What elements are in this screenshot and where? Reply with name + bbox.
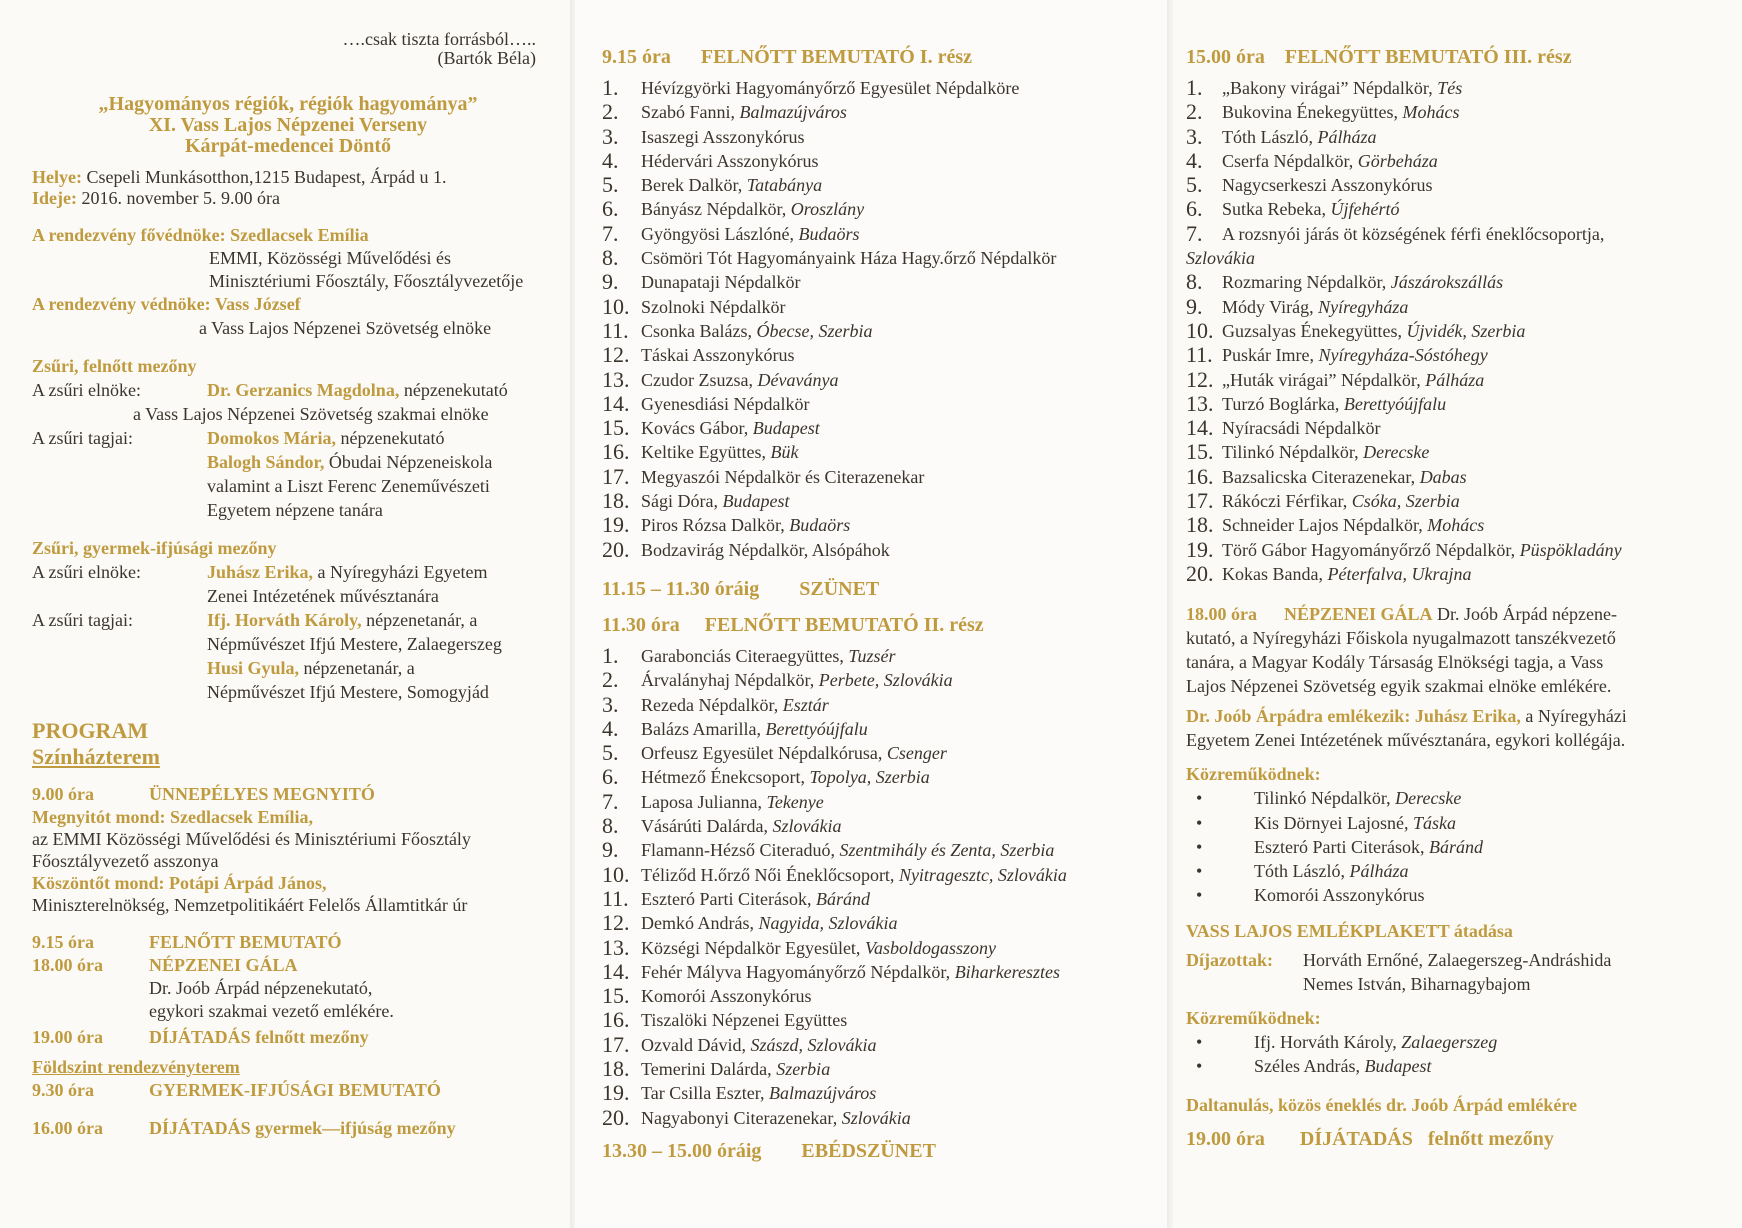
jury-youth-heading: Zsűri, gyermek-ifjúsági mezőny	[32, 538, 277, 558]
list-item	[602, 465, 1160, 489]
list-item	[1186, 149, 1732, 173]
item-number: 3.	[602, 691, 619, 717]
list-item	[1186, 197, 1732, 221]
item-number: 6.	[602, 196, 619, 222]
list-item	[1186, 295, 1732, 319]
jury-youth-chair: A zsűri elnöke: Juhász Erika, a Nyíregyházi Egyetem	[32, 562, 488, 582]
item-number: 1.	[602, 75, 619, 100]
item-place: Tatabánya	[746, 175, 823, 196]
youth-show-row: 9.30 óra GYERMEK-IFJÚSÁGI BEMUTATÓ	[32, 1080, 441, 1100]
item-name: Laposa Julianna,	[641, 791, 767, 812]
item-place: Szászd, Szlovákia	[750, 1034, 877, 1055]
item-number: 17.	[1186, 488, 1214, 514]
lunch-break-heading: 13.30 – 15.00 óráig EBÉDSZÜNET	[602, 1139, 936, 1162]
list-item	[602, 125, 1160, 149]
list-item	[602, 984, 1160, 1008]
list-item	[602, 1106, 1160, 1130]
item-name: Demkó András,	[641, 913, 759, 934]
list-item	[602, 149, 1160, 173]
list-item	[602, 173, 1160, 197]
item-place: Berettyóújfalu	[1343, 393, 1447, 414]
item-number: 14.	[1186, 415, 1214, 441]
item-number: 11.	[1186, 342, 1213, 368]
item-place: Mohács	[1402, 102, 1460, 123]
bullet-item	[1186, 786, 1732, 810]
item-name: Ozvald Dávid,	[641, 1034, 751, 1055]
item-name: Bukovina Énekegyüttes,	[1222, 102, 1403, 123]
item-name: Bazsalicska Citerazenekar,	[1222, 466, 1420, 487]
list-item	[602, 319, 1160, 343]
item-name: Flamann-Hézső Citeraduó,	[641, 840, 840, 861]
item-place: Tés	[1437, 78, 1463, 98]
bullet-item	[1186, 811, 1732, 835]
list-item	[602, 343, 1160, 367]
item-place: Óbecse, Szerbia	[756, 320, 873, 341]
item-name: Berek Dalkör,	[641, 175, 747, 196]
item-number: 7.	[1186, 220, 1203, 246]
bullet-item	[1186, 1030, 1732, 1054]
list-item	[1186, 100, 1732, 124]
item-name: Eszteró Parti Citerások,	[641, 888, 816, 909]
item-name: Szolnoki Népdalkör	[641, 296, 786, 317]
item-place: Balmazújváros	[739, 102, 847, 123]
item-place: Nyíregyháza	[1318, 296, 1409, 317]
item-name: Dunapataji Népdalkör	[641, 272, 801, 293]
item-number: 4.	[1186, 147, 1203, 173]
remembrance-paragraph: Dr. Joób Árpádra emlékezik: Juhász Erika, a Nyíregyházi	[1186, 706, 1627, 727]
item-name: Árvalányhaj Népdalkör,	[641, 670, 819, 691]
item-name: Orfeusz Egyesület Népdalkórusa,	[641, 743, 887, 764]
item-number: 3.	[1186, 123, 1203, 149]
item-number: 8.	[602, 813, 619, 839]
item-name: Isaszegi Asszonykórus	[641, 126, 805, 147]
item-place: Budaörs	[798, 223, 860, 244]
item-name: Nagycserkeszi Asszonykórus	[1222, 175, 1433, 196]
item-name: Módy Virág,	[1222, 296, 1319, 317]
list-item	[602, 668, 1160, 692]
list-item	[602, 1033, 1160, 1057]
item-name: Megyaszói Népdalkör és Citerazenekar	[641, 466, 925, 487]
item-number: 9.	[602, 269, 619, 295]
item-number: 20.	[602, 536, 630, 562]
item-name: Komorói Asszonykórus	[641, 986, 812, 1007]
item-number: 10.	[1186, 317, 1214, 343]
gala-row: 18.00 óra NÉPZENEI GÁLA	[32, 955, 298, 975]
item-name: Puskár Imre,	[1222, 345, 1319, 366]
item-place: Görbeháza	[1357, 150, 1438, 171]
list-item	[602, 960, 1160, 984]
item-place: Csóka, Szerbia	[1351, 491, 1460, 512]
list-item	[1186, 392, 1732, 416]
item-number: 15.	[1186, 439, 1214, 465]
list-item	[1186, 562, 1732, 586]
list-item	[602, 1081, 1160, 1105]
item-continuation: Szlovákia	[1186, 248, 1255, 269]
list-item	[1186, 489, 1732, 513]
item-place: Szlovákia	[841, 1107, 911, 1128]
item-number: 6.	[1186, 196, 1203, 222]
item-place: Dévaványa	[757, 369, 839, 390]
item-number: 15.	[602, 415, 630, 441]
item-number: 19.	[1186, 536, 1214, 562]
item-place: Oroszlány	[790, 199, 865, 220]
list-item	[602, 489, 1160, 513]
item-name: Nyíracsádi Népdalkör	[1222, 418, 1381, 439]
item-place: Budapest	[722, 491, 790, 512]
item-number: 7.	[602, 220, 619, 246]
item-name: Piros Rózsa Dalkör,	[641, 515, 790, 536]
item-number: 20.	[602, 1104, 630, 1130]
item-place: Perbete, Szlovákia	[818, 670, 953, 691]
list-item	[602, 538, 1160, 562]
part2-list	[602, 644, 1160, 1130]
item-name: Rezeda Népdalkör,	[641, 694, 783, 715]
item-name: Gyöngyösi Lászlóné,	[641, 223, 799, 244]
item-number: 18.	[602, 488, 630, 514]
item-number: 4.	[602, 715, 619, 741]
item-name: Téliződ H.őrző Női Éneklőcsoport,	[641, 864, 899, 885]
list-item	[1186, 76, 1732, 100]
item-name: „Bakony virágai” Népdalkör,	[1222, 78, 1438, 98]
list-item	[602, 717, 1160, 741]
list-item	[1186, 270, 1732, 294]
item-name: „Huták virágai” Népdalkör,	[1222, 369, 1426, 390]
jury-adult-members: A zsűri tagjai: Domokos Mária, népzenekutató	[32, 428, 445, 448]
item-number: 8.	[1186, 269, 1203, 295]
item-place: Nyitragesztc, Szlovákia	[898, 864, 1067, 885]
list-item	[1186, 465, 1732, 489]
item-number: 20.	[1186, 560, 1214, 586]
list-item	[1186, 319, 1732, 343]
item-place: Budaörs	[789, 515, 851, 536]
item-name: Schneider Lajos Népdalkör,	[1222, 515, 1428, 536]
list-item	[602, 838, 1160, 862]
list-item	[602, 741, 1160, 765]
item-number: 10.	[602, 293, 630, 319]
item-name: Hétmező Énekcsoport,	[641, 767, 810, 788]
item-number: 13.	[602, 934, 630, 960]
list-item	[602, 295, 1160, 319]
final-award-heading: 19.00 óra DÍJÁTADÁS felnőtt mezőny	[1186, 1128, 1554, 1151]
list-item	[1186, 513, 1732, 537]
item-number: 18.	[602, 1055, 630, 1081]
item-place: Berettyóújfalu	[765, 718, 868, 739]
item-place: Báránd	[815, 888, 870, 909]
list-item	[1186, 343, 1732, 367]
item-place: Budapest	[1364, 1056, 1432, 1077]
item-number: 4.	[602, 147, 619, 173]
bullet-icon: •	[1196, 1056, 1203, 1077]
part3-list	[1186, 76, 1732, 586]
item-name: Tilinkó Népdalkör,	[1254, 788, 1396, 809]
award-row: 19.00 óra DÍJÁTADÁS felnőtt mezőny	[32, 1027, 369, 1047]
item-place: Mohács	[1427, 515, 1485, 536]
bullet-icon: •	[1196, 1031, 1203, 1052]
item-name: Gyenesdiási Népdalkör	[641, 393, 810, 414]
list-item	[602, 197, 1160, 221]
item-number: 19.	[602, 512, 630, 538]
item-name: Csömöri Tót Hagyományaink Háza Hagy.őrző Népdalkör	[641, 248, 1057, 269]
item-number: 1.	[602, 642, 619, 668]
item-number: 11.	[602, 317, 629, 343]
item-place: Püspökladány	[1519, 539, 1622, 560]
bartok-quote: ….csak tiszta forrásból….. (Bartók Béla)	[342, 29, 536, 68]
date-line: Ideje: 2016. november 5. 9.00 óra	[32, 188, 280, 208]
bullet-item	[1186, 1054, 1732, 1078]
bullet-item	[1186, 883, 1732, 907]
item-place: Zalaegerszeg	[1401, 1031, 1498, 1052]
list-item	[602, 270, 1160, 294]
middle-panel	[575, 0, 1170, 1228]
item-name: Csonka Balázs,	[641, 320, 757, 341]
list-item	[1186, 440, 1732, 464]
item-name: Tiszalöki Népzenei Együttes	[641, 1010, 848, 1031]
item-number: 5.	[602, 740, 619, 766]
item-place: Derecske	[1363, 442, 1430, 463]
item-number: 2.	[1186, 99, 1203, 125]
performers-list	[1186, 786, 1732, 907]
list-item	[602, 246, 1160, 270]
list-item	[1186, 416, 1732, 440]
performers2-heading: Közreműködnek:	[1186, 1007, 1321, 1028]
list-item	[602, 693, 1160, 717]
theatre-hall-heading: Színházterem	[32, 744, 160, 769]
item-place: Vasboldogasszony	[864, 937, 996, 958]
bullet-icon: •	[1196, 885, 1203, 906]
list-item	[602, 1057, 1160, 1081]
list-item	[1186, 368, 1732, 392]
item-number: 8.	[602, 245, 619, 271]
item-name: Czudor Zsuzsa,	[641, 369, 758, 390]
item-place: Tekenye	[766, 791, 824, 812]
item-place: Báránd	[1428, 836, 1483, 857]
item-name: Rákóczi Férfikar,	[1222, 491, 1352, 512]
jury-adult-chair: A zsűri elnöke: Dr. Gerzanics Magdolna, népzenekutató	[32, 380, 508, 400]
item-name: Kovács Gábor,	[641, 418, 753, 439]
bullet-item	[1186, 835, 1732, 859]
part3-heading: 15.00 óra FELNŐTT BEMUTATÓ III. rész	[1186, 46, 1572, 68]
item-number: 5.	[602, 172, 619, 198]
item-name: Községi Népdalkör Egyesület,	[641, 937, 865, 958]
venue-line: Helye: Csepeli Munkásotthon,1215 Budapest, Árpád u 1.	[32, 167, 447, 187]
part1-heading: 9.15 óra FELNŐTT BEMUTATÓ I. rész	[602, 46, 972, 68]
list-item	[602, 911, 1160, 935]
youth-award-row: 16.00 óra DÍJÁTADÁS gyermek—ifjúság mezőny	[32, 1118, 456, 1138]
item-number: 12.	[602, 342, 630, 368]
item-number: 12.	[1186, 366, 1214, 392]
item-number: 17.	[602, 463, 630, 489]
list-item	[602, 644, 1160, 668]
item-number: 9.	[1186, 293, 1203, 319]
bullet-icon: •	[1196, 812, 1203, 833]
item-name: Sutka Rebeka,	[1222, 199, 1331, 220]
item-place: Újvidék, Szerbia	[1406, 320, 1526, 341]
item-place: Újfehértó	[1330, 199, 1400, 220]
adult-show-row: 9.15 óra FELNŐTT BEMUTATÓ	[32, 932, 342, 952]
item-place: Pálháza	[1317, 126, 1377, 147]
list-item	[602, 936, 1160, 960]
list-item	[602, 513, 1160, 537]
item-place: Csenger	[886, 743, 947, 764]
item-name: Vásárúti Dalárda,	[641, 816, 773, 837]
list-item	[1186, 538, 1732, 562]
list-item	[602, 814, 1160, 838]
jury-youth-members: A zsűri tagjai: Ifj. Horváth Károly, népzenetanár, a	[32, 610, 478, 630]
item-number: 14.	[602, 958, 630, 984]
list-item	[602, 1008, 1160, 1032]
item-name: Nagyabonyi Citerazenekar,	[641, 1107, 842, 1128]
item-place: Topolya, Szerbia	[809, 767, 930, 788]
item-number: 2.	[602, 667, 619, 693]
item-place: Dabas	[1419, 466, 1467, 487]
item-name: Bányász Népdalkör,	[641, 199, 791, 220]
patron: A rendezvény védnöke: Vass József	[32, 294, 301, 314]
performers-heading: Közreműködnek:	[1186, 764, 1321, 785]
opening-row: 9.00 óra ÜNNEPÉLYES MEGNYITÓ	[32, 784, 375, 804]
item-number: 9.	[602, 837, 619, 863]
item-name: Ifj. Horváth Károly,	[1254, 1031, 1402, 1052]
part2-heading: 11.30 óra FELNŐTT BEMUTATÓ II. rész	[602, 613, 984, 636]
item-name: Tar Csilla Eszter,	[641, 1083, 769, 1104]
part1-list	[602, 76, 1160, 562]
item-place: Balmazújváros	[768, 1083, 877, 1104]
item-name: Törő Gábor Hagyományőrző Népdalkör,	[1222, 539, 1520, 560]
item-place: Szlovákia	[772, 816, 842, 837]
list-item	[1186, 173, 1732, 197]
item-name: Komorói Asszonykórus	[1254, 885, 1425, 906]
item-place: Derecske	[1395, 788, 1462, 809]
item-number: 2.	[602, 99, 619, 125]
item-number: 17.	[602, 1031, 630, 1057]
bullet-icon: •	[1196, 861, 1203, 882]
item-name: Tóth László,	[1222, 126, 1318, 147]
item-name: Fehér Mályva Hagyományőrző Népdalkör,	[641, 961, 955, 982]
item-number: 5.	[1186, 172, 1203, 198]
item-place: Szentmihály és Zenta, Szerbia	[839, 840, 1055, 861]
performers2-list	[1186, 1030, 1732, 1079]
item-name: Kokas Banda,	[1222, 563, 1328, 584]
item-name: Turzó Boglárka,	[1222, 393, 1344, 414]
item-number: 11.	[602, 885, 629, 911]
list-item	[1186, 125, 1732, 149]
item-name: A rozsnyói járás öt községének férfi éneklőcsoportja,	[1222, 223, 1605, 244]
item-place: Bük	[770, 442, 799, 463]
bullet-icon: •	[1196, 836, 1203, 857]
item-number: 14.	[602, 390, 630, 416]
list-item	[602, 887, 1160, 911]
item-number: 6.	[602, 764, 619, 790]
list-item	[602, 76, 1160, 100]
list-item	[602, 100, 1160, 124]
list-item	[1186, 222, 1732, 246]
list-item	[602, 416, 1160, 440]
item-place: Pálháza	[1349, 861, 1409, 882]
item-number: 16.	[602, 439, 630, 465]
event-title: „Hagyományos régiók, régiók hagyománya” XI. Vass Lajos Népzenei Verseny Kárpát-medencei Döntő	[98, 93, 478, 157]
item-name: Tilinkó Népdalkör,	[1222, 442, 1364, 463]
item-place: Biharkeresztes	[954, 961, 1060, 982]
right-panel: 15.00 óra FELNŐTT BEMUTATÓ III. rész 1. „Bakony virágai” Népdalkör, Tés 2. Bukovina Énekegyüttes, Mohács 3. Tóth László, Pálháza 4. Cserfa Népdalkör, Görbeháza 5. Nagycserkeszi Asszonykórus 6. Sutka Rebeka, Újfehértó 7. A rozsnyói járás öt községének férfi éneklőcsoportja, Szlovákia 8. Rozmaring Népdalkör, Jászárokszállás 9. Módy Virág, Nyíregyháza 10. Guzsalyas Énekegyüttes, Újvidék, Szerbia 11. Puskár Imre, Nyíregyháza-Sóstóhegy 12. „Huták virágai” Népdalkör, Pálháza 13. Turzó Boglárka, Berettyóújfalu 14. Nyíracsádi Népdalkör 15. Tilinkó Népdalkör, Derecske 16. Bazsalicska Citerazenekar, Dabas 17. Rákóczi Férfikar, Csóka, Szerbia 18. Schneider Lajos Népdalkör, Mohács 19. Törő Gábor Hagyományőrző Népdalkör, Püspökladány 20. Kokas Banda, Péterfalva, Ukrajna 18.00 óra NÉPZENEI GÁLA Dr. Joób Árpád népzene- kutató, a Nyíregyházi Főiskola nyugalmazott tanszékvezető tanára, a Magyar Kodály Társaság Elnökségi tagja, a Vass Lajos Népzenei Szövetség egyik szakmai elnöke emlékére. Dr. Joób Árpádra emlékezik: Juhász Erika, a Nyíregyházi Egyetem Zenei Intézetének művésztanára, egykori kollégája. Közreműködnek: • Tilinkó Népdalkör, Derecske • Kis Dörnyei Lajosné, Táska • Eszteró Parti Citerások, Báránd • Tóth László, Pálháza • Komorói Asszonykórus VASS LAJOS EMLÉKPLAKETT átadása Díjazottak: Horváth Ernőné, Zalaegerszeg-Andráshida Nemes István, Biharnagybajom Közreműködnek: • Ifj. Horváth Károly, Zalaegerszeg • Széles András, Budapest Daltanulás, közös éneklés dr. Joób Árpád emlékére 19.00 óra DÍJÁTADÁS felnőtt mezőny	[1170, 0, 1742, 1228]
item-place: Nyíregyháza-Sóstóhegy	[1318, 345, 1488, 366]
item-place: Péterfalva, Ukrajna	[1327, 563, 1472, 584]
jury-adult-heading: Zsűri, felnőtt mezőny	[32, 356, 197, 376]
item-name: Széles András,	[1254, 1056, 1365, 1077]
item-name: Hédervári Asszonykórus	[641, 150, 819, 171]
item-place: Esztár	[782, 694, 829, 715]
list-item	[602, 440, 1160, 464]
item-place: Budapest	[752, 418, 820, 439]
item-number: 19.	[602, 1080, 630, 1106]
item-place: Táska	[1412, 812, 1456, 833]
awardees: Díjazottak: Horváth Ernőné, Zalaegerszeg-Andráshida	[1186, 949, 1612, 970]
bullet-icon: •	[1196, 788, 1203, 809]
item-number: 13.	[1186, 390, 1214, 416]
item-name: Szabó Fanni,	[641, 102, 740, 123]
ground-floor-heading: Földszint rendezvényterem	[32, 1057, 240, 1077]
list-item	[602, 863, 1160, 887]
item-number: 1.	[1186, 75, 1203, 100]
list-item	[602, 392, 1160, 416]
item-place: Pálháza	[1425, 369, 1485, 390]
left-panel: ….csak tiszta forrásból….. (Bartók Béla) „Hagyományos régiók, régiók hagyománya” XI. Vass Lajos Népzenei Verseny Kárpát-medencei Döntő Helye: Csepeli Munkásotthon,1215 Budapest, Árpád u 1. Ideje: 2016. november 5. 9.00 óra A rendezvény fővédnöke: Szedlacsek Emília EMMI, Közösségi Művelődési és Minisztériumi Főosztály, Főosztályvezetője A rendezvény védnöke: Vass József a Vass Lajos Népzenei Szövetség elnöke Zsűri, felnőtt mezőny A zsűri elnöke: Dr. Gerzanics Magdolna, népzenekutató a Vass Lajos Népzenei Szövetség szakmai elnöke A zsűri tagjai: Domokos Mária, népzenekutató Balogh Sándor, Óbudai Népzeneiskola valamint a Liszt Ferenc Zeneművészeti Egyetem népzene tanára Zsűri, gyermek-ifjúsági mezőny A zsűri elnöke: Juhász Erika, a Nyíregyházi Egyetem Zenei Intézetének művésztanára A zsűri tagjai: Ifj. Horváth Károly, népzenetanár, a Népművészet Ifjú Mestere, Zalaegerszeg Husi Gyula, népzenetanár, a Népművészet Ifjú Mestere, Somogyjád PROGRAM Színházterem 9.00 óra ÜNNEPÉLYES MEGNYITÓ Megnyitót mond: Szedlacsek Emília, az EMMI Közösségi Művelődési és Minisztériumi Főosztály Főosztályvezető asszonya Köszöntőt mond: Potápi Árpád János, Miniszterelnökség, Nemzetpolitikáért Felelős Államtitkár úr 9.15 óra FELNŐTT BEMUTATÓ 18.00 óra NÉPZENEI GÁLA Dr. Joób Árpád népzenekutató, egykori szakmai vezető emlékére. 19.00 óra DÍJÁTADÁS felnőtt mezőny Földszint rendezvényterem 9.30 óra GYERMEK-IFJÚSÁGI BEMUTATÓ 16.00 óra DÍJÁTADÁS gyermek—ifjúság mezőny	[0, 0, 570, 1228]
plaque-heading: VASS LAJOS EMLÉKPLAKETT átadása	[1186, 920, 1513, 941]
chief-patron: A rendezvény fővédnöke: Szedlacsek Emília	[32, 225, 369, 245]
item-name: Rozmaring Népdalkör,	[1222, 272, 1391, 293]
item-number: 10.	[602, 861, 630, 887]
bullet-item	[1186, 859, 1732, 883]
item-number: 16.	[602, 1007, 630, 1033]
item-name: Sági Dóra,	[641, 491, 723, 512]
item-name: Táskai Asszonykórus	[641, 345, 795, 366]
gala-paragraph: 18.00 óra NÉPZENEI GÁLA Dr. Joób Árpád népzene-	[1186, 604, 1617, 625]
item-place: Nagyida, Szlovákia	[758, 913, 898, 934]
item-number: 3.	[602, 123, 619, 149]
item-name: Balázs Amarilla,	[641, 718, 766, 739]
item-name: Guzsalyas Énekegyüttes,	[1222, 320, 1407, 341]
item-name: Garabonciás Citeraegyüttes,	[641, 645, 849, 666]
list-item	[602, 222, 1160, 246]
item-name: Hévízgyörki Hagyományőrző Egyesület Népdalköre	[641, 78, 1020, 98]
item-number: 13.	[602, 366, 630, 392]
item-name: Tóth László,	[1254, 861, 1350, 882]
item-name: Kis Dörnyei Lajosné,	[1254, 812, 1413, 833]
item-number: 15.	[602, 983, 630, 1009]
list-item	[602, 368, 1160, 392]
singing-line: Daltanulás, közös éneklés dr. Joób Árpád emlékére	[1186, 1095, 1578, 1116]
item-number: 12.	[602, 910, 630, 936]
list-item	[602, 765, 1160, 789]
item-number: 18.	[1186, 512, 1214, 538]
item-place: Szerbia	[776, 1058, 831, 1079]
item-place: Jászárokszállás	[1390, 272, 1504, 293]
item-name: Bodzavirág Népdalkör, Alsópáhok	[641, 539, 890, 560]
item-name: Cserfa Népdalkör,	[1222, 150, 1358, 171]
list-item	[602, 790, 1160, 814]
item-number: 7.	[602, 788, 619, 814]
program-heading: PROGRAM	[32, 718, 149, 743]
item-name: Eszteró Parti Citerások,	[1254, 836, 1429, 857]
item-place: Tuzsér	[848, 645, 896, 666]
item-name: Keltike Együttes,	[641, 442, 771, 463]
item-number: 16.	[1186, 463, 1214, 489]
break1-heading: 11.15 – 11.30 óráig SZÜNET	[602, 577, 880, 600]
item-name: Temerini Dalárda,	[641, 1058, 777, 1079]
